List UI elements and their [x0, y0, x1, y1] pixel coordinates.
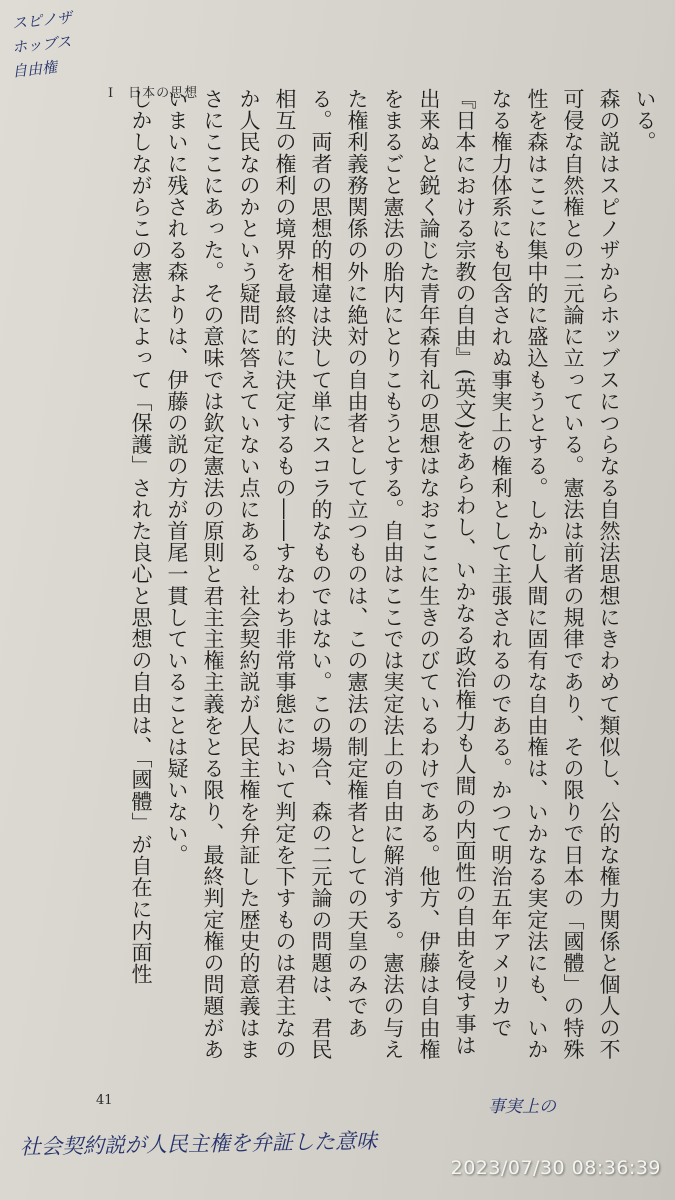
handwritten-line: ホッブス: [11, 32, 73, 57]
handwritten-line: スピノザ: [11, 8, 73, 33]
handwritten-note-bottom: 社会契約説が人民主権を弁証した意味: [19, 1128, 378, 1160]
paragraph: 森の説はスピノザからホッブスにつらなる自然法思想にきわめて類似し、公的な権力関係と個人の不可侵な自然権との二元論に立っている。憲法は前者の規律であり、その限りで日本の「國體」の特殊性を森はここに集中的に盛込もうとする。しかし人間に固有な自由権は、いかなる実定法にも、いかなる権力体系にも包含されぬ事実上の権利として主張されるのである。かつて明治五年アメリカで『日本における宗教の自由』(英文)をあらわし、いかなる政治権力も人間の内面性の自由を侵す事は出来ぬと鋭く論じた青年森有礼の思想はなおここに生きのびているわけである。他方、伊藤は自由権をまるごと憲法の胎内にとりこもうとする。自由はここでは実定法上の自由に解消する。憲法の与えた権利義務関係の外に絶対の自由者として立つものは、この憲法の制定権者としての天皇のみである。両者の思想的相違は決して単にスコラ的なものではない。この場合、森の二元論の問題は、君民相互の権利の境界を最終的に決定するもの――すなわち非常事態において判定を下すものは君主なのか人民なのかという疑問に答えていない点にある。社会契約説が人民主権を弁証した歴史的意義はまさにここにあった。その意味では欽定憲法の原則と君主主権主義をとる限り、最終判定権の問題があいまいに残される森よりは、伊藤の説の方が首尾一貫していることは疑いない。: [165, 88, 621, 1060]
body-text: [78, 88, 663, 1073]
handwritten-line: 自由権: [11, 58, 58, 81]
photo-timestamp: 2023/07/30 08:36:39: [450, 1157, 661, 1179]
running-head: I 日本の思想: [108, 86, 199, 101]
paragraph: いる。: [633, 88, 657, 153]
page-number: 41: [96, 1093, 113, 1108]
handwritten-note-top-left: [12, 8, 82, 80]
handwritten-note-bottom-right: 事実上の: [488, 1097, 556, 1117]
paragraph: しかしながらこの憲法によって「保護」された良心と思想の自由は、「國體」が自在に内面性: [129, 88, 153, 985]
